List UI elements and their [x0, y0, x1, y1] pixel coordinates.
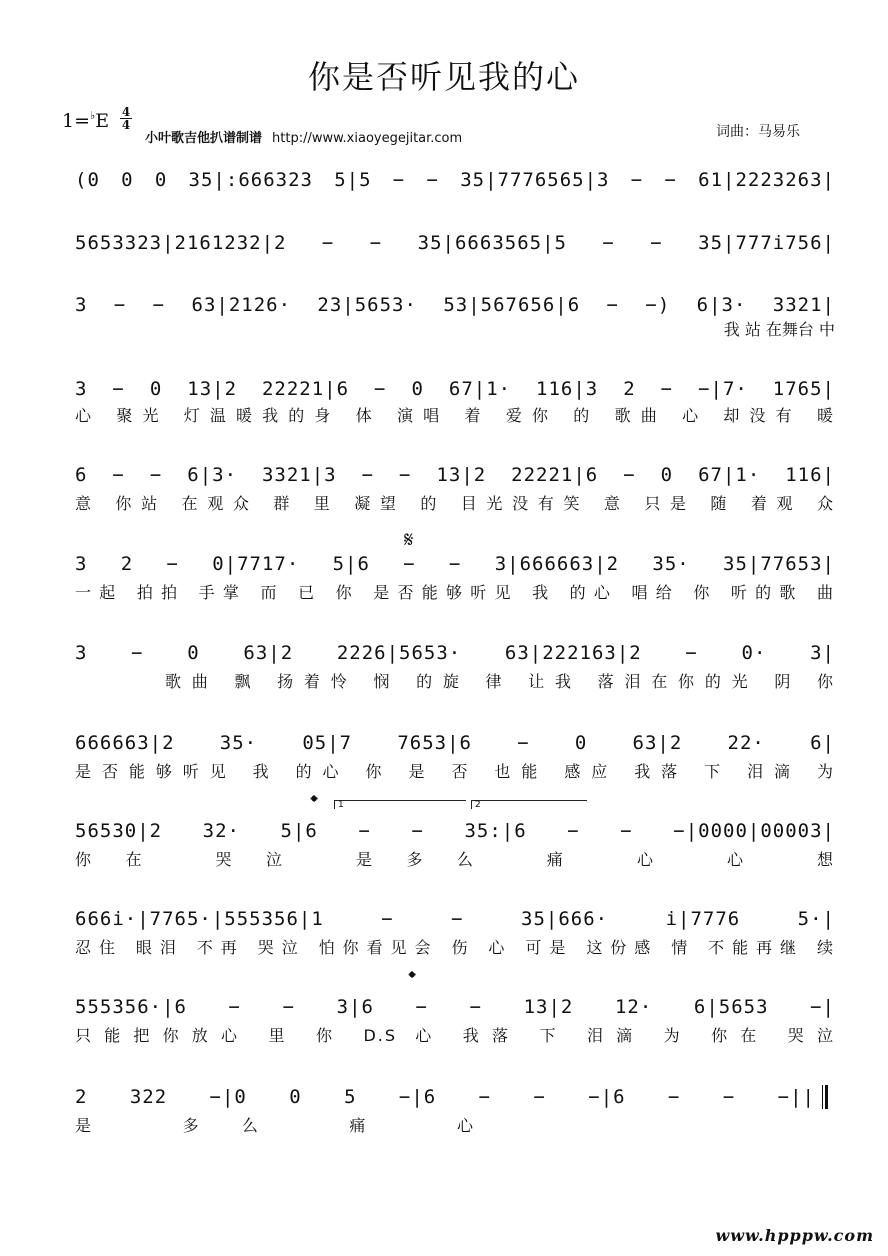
lyric-line-11: 只能把你放心 里 你 D.S 心 我落 下 泪滴 为 你在 哭泣	[75, 1026, 835, 1045]
page-title: 你是否听见我的心	[307, 58, 580, 96]
segno-sign: 𝄋	[404, 528, 414, 553]
notation-line-7: 3 − 0 63|2 2226|5653· 63|222163|2 − 0· 3|	[75, 642, 835, 664]
lyric-line-8: 是否能够听见 我 的心 你 是 否 也能 感应 我落 下 泪滴 为	[75, 762, 835, 781]
lyric-line-5: 意 你站 在观众 群 里 凝望 的 目光没有笑 意 只是 随 着观 众	[75, 494, 835, 513]
flat-sign: ♭	[90, 109, 96, 122]
lyric-line-9: 你在 哭泣 是多么 痛 心 心 想	[75, 850, 835, 869]
lyric-line-3: 我 站 在舞台 中	[723, 320, 835, 339]
time-signature	[120, 106, 132, 131]
notation-line-6: 3 2 − 0|7717· 5|6 − − 3|666663|2 35· 35|77653|	[75, 553, 835, 575]
coda-sign-1: 𝄌	[311, 792, 318, 813]
key-prefix: 1=	[62, 110, 91, 132]
notation-line-8: 666663|2 35· 05|7 7653|6 − 0 63|2 22· 6|	[75, 732, 835, 754]
notation-line-9: 56530|2 32· 5|6 − − 35:|6 − − −|0000|00003|	[75, 820, 835, 842]
meter-top: 4	[121, 105, 131, 119]
arranger-credit	[145, 127, 462, 146]
lyric-line-12: 是 多么 痛 心	[75, 1116, 475, 1135]
key-note: E	[95, 110, 110, 132]
final-barline	[822, 1085, 828, 1109]
lyric-line-10: 忍住 眼泪 不再 哭泣 怕你看见会 伤 心 可是 这份感 情 不能再继 续	[75, 938, 835, 957]
notation-line-2: 5653323|2161232|2 − − 35|6663565|5 − − 35|777i756|	[75, 232, 835, 254]
coda-sign-2: 𝄌	[409, 968, 416, 989]
notation-line-12: 2 322 −|0 0 5 −|6 − − −|6 − − −||	[75, 1086, 815, 1108]
lyric-line-4: 心 聚光 灯温暖我的身 体 演唱 着 爱你 的 歌曲 心 却没有 暖	[75, 406, 835, 425]
site-watermark: www.hpppw.com	[715, 1226, 874, 1245]
notation-line-4: 3 − 0 13|2 22221|6 − 0 67|1· 116|3 2 − −|7· 1765|	[75, 378, 835, 400]
lyric-line-7: 歌曲 飘 扬着怜 悯 的旋 律 让我 落泪在你的光 阴 你	[165, 672, 835, 691]
meter-bottom: 4	[121, 118, 131, 132]
volta-1: 1	[334, 800, 466, 809]
notation-line-3: 3 − − 63|2126· 23|5653· 53|567656|6 − −) 6|3· 3321|	[75, 294, 835, 316]
notation-line-11: 555356·|6 − − 3|6 − − 13|2 12· 6|5653 −|	[75, 996, 835, 1018]
notation-line-1: (0 0 0 35|:666323 5|5 − − 35|7776565|3 − − 61|2223263|	[75, 169, 835, 191]
notation-line-5: 6 − − 6|3· 3321|3 − − 13|2 22221|6 − 0 67|1· 116|	[75, 464, 835, 486]
lyric-line-6: 一起 拍拍 手掌 而 已 你 是否能够听见 我 的心 唱给 你 听的歌 曲	[75, 583, 835, 602]
notation-line-10: 666i·|7765·|555356|1 − − 35|666· i|7776 5·|	[75, 908, 835, 930]
lyricist-credit: 词曲：马易乐	[716, 124, 800, 140]
volta-2: 2	[471, 800, 587, 809]
credit-url[interactable]: http://www.xiaoyegejitar.com	[272, 131, 463, 146]
credit-name: 小叶歌吉他扒谱制谱	[145, 131, 263, 146]
key-signature	[62, 110, 109, 132]
